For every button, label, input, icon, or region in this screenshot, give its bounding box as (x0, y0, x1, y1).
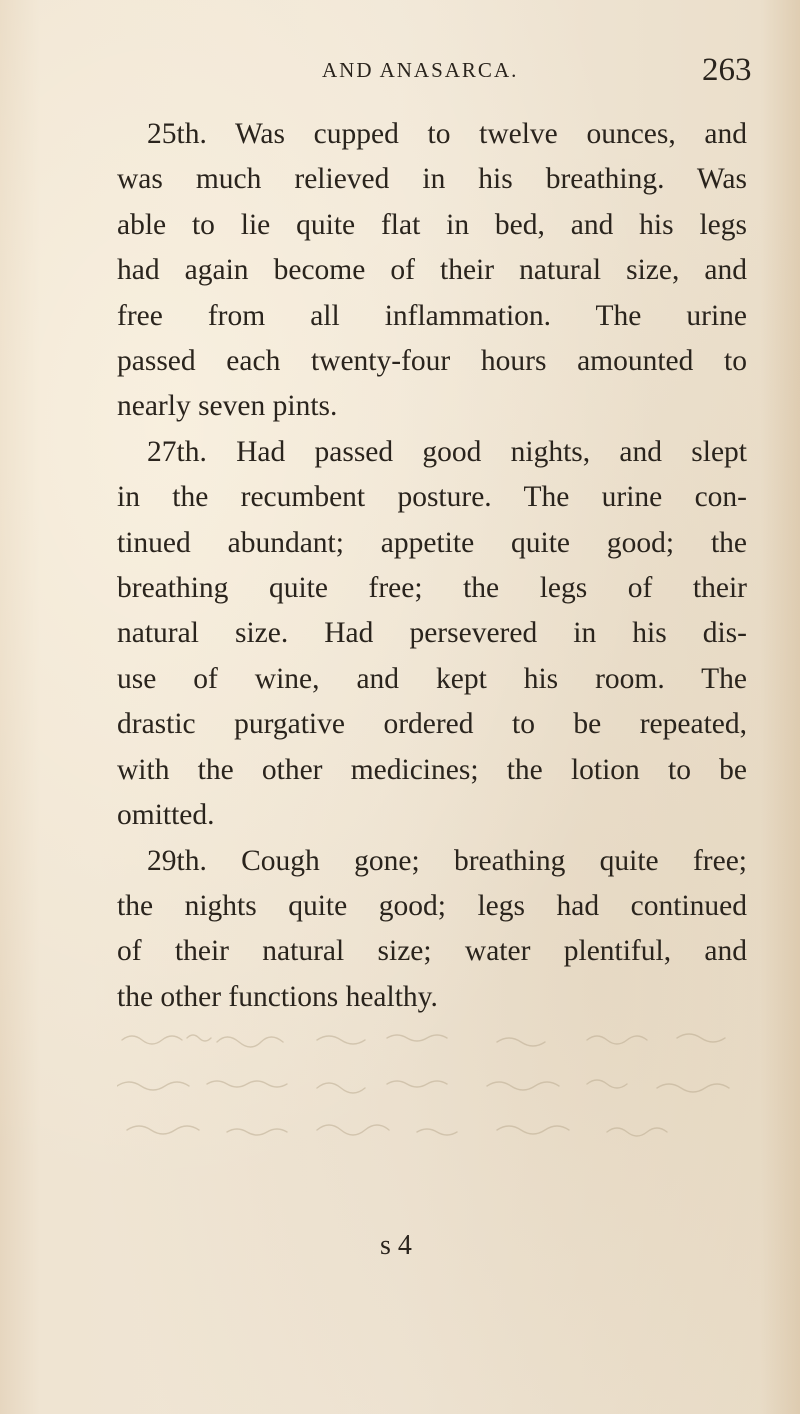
text-line: tinued abundant; appetite quite good; the (117, 526, 747, 559)
signature-mark: s 4 (380, 1230, 412, 1261)
text-line: in the recumbent posture. The urine con- (117, 481, 747, 514)
text-line: passed each twenty-four hours amounted to (117, 345, 747, 378)
text-line: with the other medicines; the lotion to be (117, 753, 747, 786)
text-line: the nights quite good; legs had continued (117, 889, 747, 922)
paragraph-29th (117, 839, 747, 1021)
running-header-title: AND ANASARCA. (322, 58, 519, 82)
text-line: of their natural size; water plentiful, and (117, 935, 747, 968)
text-line: natural size. Had persevered in his dis- (117, 617, 747, 650)
text-line: free from all inflammation. The urine (117, 299, 747, 332)
text-line: omitted. (117, 799, 215, 832)
text-line: breathing quite free; the legs of their (117, 572, 747, 605)
text-line: was much relieved in his breathing. Was (117, 163, 747, 196)
text-line: 25th. Was cupped to twelve ounces, and (147, 118, 747, 150)
body-text (117, 112, 747, 1020)
text-line: had again become of their natural size, and (117, 254, 747, 287)
text-line: able to lie quite flat in bed, and his legs (117, 208, 747, 241)
text-line: 29th. Cough gone; breathing quite free; (147, 844, 747, 877)
text-line: use of wine, and kept his room. The (117, 662, 747, 695)
paragraph-27th (117, 430, 747, 839)
text-line: 27th. Had passed good nights, and slept (147, 435, 747, 468)
bleed-through-texture (117, 1020, 747, 1160)
text-line: the other functions healthy. (117, 980, 438, 1013)
text-line: nearly seven pints. (117, 390, 338, 423)
text-line: drastic purgative ordered to be repeated, (117, 708, 747, 741)
page-number: 263 (702, 52, 752, 88)
paragraph-25th (117, 112, 747, 430)
